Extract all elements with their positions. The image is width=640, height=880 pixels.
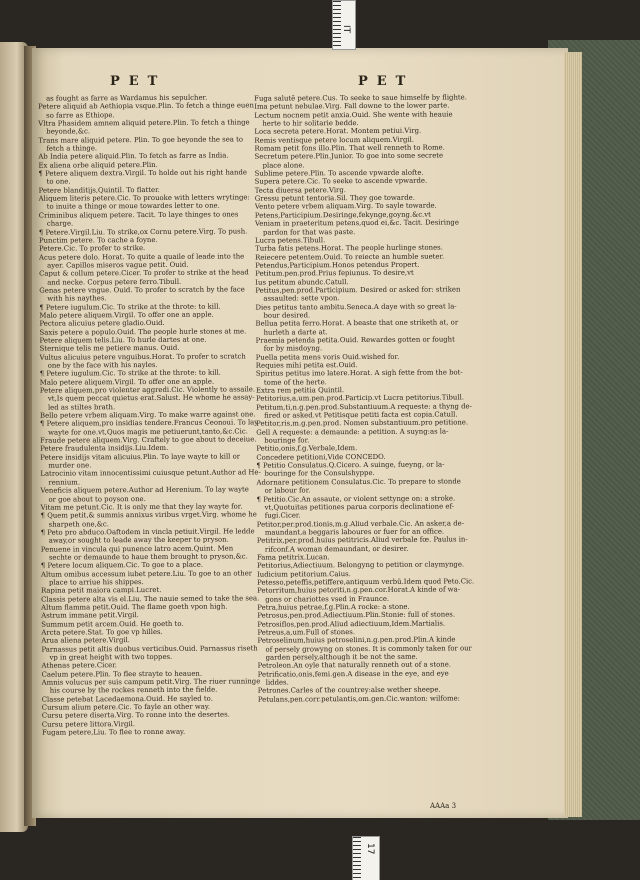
entry-line: Astrum immane petit.Virgil. — [41, 611, 139, 620]
entry-line: maundant,a beggaris laboures or fuer for an office. — [264, 527, 445, 537]
entry-line: or labour for. — [264, 486, 311, 495]
entry-line: Altum flamma petit.Ouid. The flame goeth vpon high. — [41, 602, 228, 612]
entry-line: ayer. Capillos miseros vague petit. Ouid. — [47, 260, 189, 270]
entry-line: pardon for that was paste. — [262, 227, 356, 237]
entry-line: Petitum.pen.prod.Prius fepiunus. To desire,vt — [255, 268, 414, 278]
entry-line: Amnis volucus per suis campum petit.Virg. The riuer runninge — [41, 677, 261, 687]
entry-line: Aliquem literis petere.Cic. To prouoke with letters wrytinge: — [38, 193, 250, 203]
entry-line: ¶ Petere aliquem dextra.Virgil. To holde out his right hande — [38, 168, 247, 178]
entry-line: hurleth a darte at. — [263, 327, 328, 337]
entry-line: Petere aliquid ab Aethiopia vsque.Plin. To fetch a thinge euen — [38, 101, 254, 112]
entry-line: Gressu petunt tentoria.Sil. They goe towarde. — [254, 193, 415, 203]
entry-line: Sternique telis me petiere manus. Ouid. — [39, 344, 180, 353]
entry-line: his course by the rockes renneth into the fielde. — [49, 686, 218, 696]
entry-line: Remis ventisque petere locum aliquem.Virgil. — [254, 135, 415, 145]
entry-line: fugi.Cicer. — [264, 511, 301, 520]
entry-line: Lucra petens.Tibull. — [255, 236, 326, 245]
entry-line: Petitus,pen.prod.Participium. Desired or asked for: striken — [255, 285, 461, 295]
entry-line: of persely growyng on stones. It is commonly taken for our — [265, 644, 472, 654]
entry-line: Petroselinum,huius petroselini,n.g.pen.prod.Plin.A kinde — [257, 635, 456, 646]
ruler-ticks — [333, 1, 341, 49]
entry-line: Petitorius,Adiectiuum. Belongyng to petition or claymynge. — [256, 560, 465, 570]
entry-line: Petrosiflos,pen.prod.Aliud adiectiuum,Idem.Martialis. — [257, 619, 446, 629]
entry-line: as fought as farre as Wardamus his sepulcher. — [46, 93, 208, 103]
entry-line: Athenas petere.Cicer. — [41, 661, 118, 671]
entry-line: Extra rem petitia Quintil. — [255, 386, 345, 395]
entry-line: Petroleon.An oyle that naturally renneth out of a stone. — [257, 660, 451, 671]
ruler-bottom-label: 17 — [365, 843, 375, 855]
entry-line: Turba fatis petens.Horat. The people hurlinge stones. — [255, 243, 443, 253]
entry-line: Rapina petit maiora campi.Lucret. — [41, 586, 162, 595]
entry-line: Spiritus petitus imo latere.Horat. A sigh fette from the bot- — [255, 368, 463, 379]
entry-line: murder one. — [48, 461, 92, 470]
entry-line: led as stiltes brath. — [47, 402, 116, 412]
entry-line: assaulted: sette vpon. — [263, 294, 340, 303]
entry-line: fired or asked.vt Petitisque petiti facta est copia.Catull. — [264, 410, 458, 420]
entry-line: Petorritum,huius petoriti,n.g.pen.cor.Horat.A kinde of wa- — [257, 585, 461, 595]
entry-line: fetch a thinge. — [46, 144, 98, 153]
entry-line: vp in great height with two toppes. — [49, 652, 173, 662]
entry-line: ¶ Peto pro abduco.Oaftodem in vincla petiuit.Virgil. He ledde — [40, 527, 255, 537]
entry-line: ¶ Petere.Virgil.Liu. To strike,ox Cornu petere.Virg. To push. — [38, 226, 248, 237]
entry-line: one by the face with his nayles. — [47, 360, 158, 370]
entry-line: Secretum petere.Plin.Junior. To goe into some secrete — [254, 151, 444, 162]
entry-line: Reiecere petentem.Ouid. To reiecte an humble sueter. — [255, 252, 445, 262]
entry-line: Arua aliena petere.Virgil. — [41, 636, 131, 646]
entry-line: Petitrix,per.prod.huius petitricis.Aliud verbale fœ. Paulus in- — [256, 535, 468, 545]
entry-line: Praemia petenda petita.Ouid. Rewardes gotten or fought — [255, 335, 455, 345]
entry-line: Dies petitus tanto ambitu.Seneca.A daye with so great la- — [255, 302, 457, 312]
entry-line: Vitam me petunt.Cic. It is only me that they lay wayte for. — [40, 502, 243, 512]
entry-line: Concedere petitioni,Vide CONCEDO. — [256, 452, 386, 462]
entry-line: Sublime petere.Plin. To ascende vpwarde alofte. — [254, 168, 424, 178]
entry-line: so farre as Ethiope. — [46, 110, 115, 120]
entry-line: Petulans,pen.corr.petulantis,om.gen.Cic.wanton: wilfome: — [257, 694, 461, 704]
signature-mark: AAAa 3 — [430, 802, 457, 810]
entry-line: Ius petitum abundc.Catull. — [255, 277, 349, 287]
entry-line: Malo petere aliquem.Virgil. To offer one an apple. — [39, 310, 214, 320]
entry-line: and necke. Corpus petere ferro.Tibull. — [47, 277, 182, 287]
entry-line: Gell A requeste: a demaunde: a petition. A suyng:as la- — [256, 427, 449, 437]
entry-line: place to arriue his shippes. — [48, 577, 144, 587]
entry-line: Requies mihi petita est.Ouid. — [255, 361, 358, 370]
entry-line: Petitor,per.prod.tionis,m.g.Aliud verbale.Cic. An asker,a de- — [256, 518, 465, 529]
entry-line: Petrones.Carles of the countrey:alse wether sheepe. — [257, 685, 441, 696]
entry-line: Fraude petere aliquem.Virg. Craftely to goe about to deceiue. — [40, 435, 257, 445]
entry-line: Arcta petere.Stat. To goe vp hilles. — [41, 627, 163, 637]
ruler-top-label: IT — [341, 25, 351, 34]
entry-line: Tecta diuersa petere.Virg. — [254, 185, 346, 195]
entry-line: Petitor,ris,m.g.pen.prod. Nomen substantiuum.pro petitione. — [256, 418, 469, 429]
entry-line: Vento petere vrbem aliquam.Virg. To sayle towarde. — [254, 202, 437, 212]
entry-line: Petitio,onis,f.g.Verbale,Idem. — [256, 444, 358, 454]
right-column — [254, 93, 480, 703]
entry-line: Petere fraudulenta insidijs.Liu.Idem. — [40, 444, 169, 454]
entry-line: with his naythes. — [47, 294, 107, 303]
entry-line: Petrosus,pen.prod.Adiectiuum.Plin.Stonie: full of stones. — [257, 610, 456, 620]
entry-line: Petere aliquem telis.Liu. To hurle dartes at one. — [39, 335, 207, 345]
entry-line: Cursum alium petere.Cic. To fayle an other way. — [41, 702, 211, 712]
entry-line: ¶ Petere locum aliquem.Cic. To goe to a place. — [40, 560, 204, 570]
entry-line: Supera petere.Cic. To seeke to ascende vpwarde. — [254, 177, 428, 187]
entry-line: Petere blanditijs,Quintil. To flatter. — [38, 185, 160, 195]
entry-line: Vultus alicuius petere vnguibus.Horat. To profer to scratch — [39, 352, 246, 362]
entry-line: Cursu petere diserta.Virg. To ronne into the desertes. — [41, 710, 230, 721]
entry-line: bouringe for the Consulshyppe. — [264, 469, 375, 479]
entry-line: Classe petebat Lacedaemona.Ouid. He sayled to. — [41, 694, 213, 704]
entry-line: sechte or demaunde to haue them brought to pryson,&c. — [48, 552, 248, 562]
entry-line: garden persely,although it be not the same. — [265, 652, 418, 662]
entry-line: Fama petitrix.Lucan. — [256, 553, 330, 562]
entry-line: Romam petit fons illo.Plin. That well renneth to Rome. — [254, 143, 445, 153]
entry-line: Genas petere vngue. Ouid. To profer to scratch by the face — [39, 285, 245, 295]
entry-line: ¶ Petitio.Cic.An assaute, or violent settynge on: a stroke. — [256, 493, 456, 504]
entry-line: Vltra Phasidem amnem aliquid petere.Plin. To fetch a thinge — [38, 118, 250, 128]
entry-line: wayte for one.vt,Quos magis me petiuerunt,tanto,&c.Cic. — [48, 427, 248, 437]
entry-line: Ab India petere aliquid.Plin. To fetch as farre as India. — [38, 151, 229, 162]
entry-line: ¶ Petere iugulum.Cic. To strike at the throte: to kill. — [39, 368, 222, 379]
entry-line: ¶ Petere iugulum.Cic. To strike at the throte: to kill. — [39, 302, 221, 312]
entry-line: rifconf.A woman demaundant, or desirer. — [264, 544, 409, 554]
entry-line: or goe about to poyson one. — [48, 494, 146, 504]
entry-line: Petere.Cic. To profer to strike. — [38, 244, 146, 253]
entry-line: Iudicium petitorium.Caius. — [257, 569, 351, 579]
entry-line: Petesso,peteffis,petiffere,antiquum verbū.Idem quod Peto.Cic. — [257, 577, 475, 587]
entry-line: sharpeth one,&c. — [48, 519, 109, 529]
entry-line: Petitorius,a,um.pen.prod.Particip.vt Lucra petitorius.Tibull. — [255, 393, 464, 404]
scale-ruler-bottom — [352, 836, 380, 880]
entry-line: Fuga salutē petere.Cus. To seeke to saue himselfe by flighte. — [254, 93, 467, 103]
entry-line: Caput & collum petere.Cicer. To profer to strike at the head — [39, 268, 249, 278]
entry-line: Ex aliena orbe aliquid petere.Plin. — [38, 160, 158, 170]
entry-line: Petens,Participium.Desiringe,fekynge,goyng.&c.vt — [254, 210, 431, 220]
entry-line: tome of the herte. — [263, 377, 327, 387]
entry-line: Trans mare aliquid petere. Plin. To goe beyonde the sea to — [38, 135, 244, 145]
scale-ruler-top — [332, 0, 356, 50]
entry-line: bour desired. — [263, 311, 311, 320]
entry-line: Criminibus aliquem petere. Tacit. To laye thinges to ones — [38, 210, 239, 220]
entry-line: vt,Quotuitas petitiones parua corporis declinatione ef- — [264, 502, 455, 512]
entry-line: Classis petere alta vis el.Liu. The nauie semed to take the sea. — [41, 593, 260, 604]
entry-line: Ima petunt nebulae.Virg. Fall downe to the lower parte. — [254, 101, 450, 112]
entry-line: to one. — [46, 177, 71, 187]
page-stack-edge — [564, 52, 582, 817]
entry-line: ¶ Quem petit,& summis annixus viribus vrget.Virg. whome he — [40, 510, 257, 520]
entry-line: Petere aliquem,pro violenter aggredi.Cic. Violently to assaile. — [39, 385, 256, 395]
ruler-ticks — [353, 837, 361, 880]
entry-line: Petra,huius petrae,f.g.Plin.A rocke: a stone. — [257, 602, 410, 612]
entry-line: Pectora alicuius petere gladio.Ouid. — [39, 319, 165, 328]
entry-line: gons or chariottes vsed in Fraunce. — [265, 594, 390, 604]
entry-line: Bellua petita ferro.Horat. A beaste that one striketh at, or — [255, 318, 459, 328]
entry-line: Latrocinio vitam innocentissimi cuiusque petunt.Author ad He- — [40, 468, 261, 479]
entry-line: Malo petere aliquem.Virgil. To offer one an apple. — [39, 377, 215, 387]
entry-line: Bello petere vrbem aliquam.Virg. To make warre against one. — [39, 410, 256, 420]
entry-line: Veniam in praeteritum petens,quod ei,&c. Tacit. Desiringe — [254, 218, 459, 228]
entry-line: Petrificatio,onis,femi.gen.A disease in the eye, and eye — [257, 669, 449, 679]
entry-line: vt,Is quem peccat quietus erat.Salust. He whome he assay- — [47, 393, 255, 404]
entry-line: Saxis petere a populo.Ouid. The people hurle stones at me. — [39, 327, 247, 337]
entry-line: rennium. — [48, 478, 81, 487]
entry-line: Cursu petere littora.Virgil. — [41, 719, 136, 729]
entry-line: Petitum,ti,n.g.pen.prod.Substantiuum.A requeste: a thyng de- — [256, 402, 472, 412]
entry-line: bouringe for. — [264, 436, 310, 445]
entry-line: Fugam petere,Liu. To flee to ronne away. — [41, 727, 186, 737]
entry-line: herte to hir solitarie bedde. — [262, 119, 359, 128]
entry-line: Loca secreta petere.Horat. Montem petiui.Virg. — [254, 127, 422, 137]
entry-line: for by misdoyng. — [263, 344, 323, 353]
entry-line: Puella petita mens voris Ouid.wished for. — [255, 352, 400, 362]
entry-line: Petreus,a,um.Full of stones. — [257, 628, 356, 637]
entry-line: Altum omibus accessum iubet petere.Liu. To goe to an other — [40, 568, 253, 579]
running-head-right: PET — [358, 74, 415, 89]
entry-line: Acus petere dolo. Horat. To quite a quaile of leade into the — [39, 251, 245, 262]
entry-line: Petendus,Participium.Honos petendus Propert. — [255, 260, 420, 270]
entry-line: beyonde,&c. — [46, 127, 91, 137]
entry-line: Petere insidijs vitam alicuius.Plin. To laye wayte to kill or — [40, 452, 241, 462]
left-column — [38, 93, 264, 737]
running-head-left: PET — [110, 74, 167, 89]
entry-line: Penuene in vincula qui punence latro acem.Quint. Men — [40, 544, 234, 554]
entry-line: ¶ Petitio Consulatus.Q.Cicero. A suinge, fueyng, or la- — [256, 460, 445, 470]
entry-line: liddes. — [265, 678, 289, 687]
entry-line: Summum petit arcem.Ouid. He goeth to. — [41, 619, 184, 629]
entry-line: ¶ Petere aliquem,pro insidias tendere.Francus Ceonoui. To lay — [40, 418, 259, 429]
entry-line: Lectum nocnem petit anxia.Ouid. She wente with heauie — [254, 110, 453, 120]
entry-line: to inuite a thinge or moue towardes letter to one. — [46, 202, 220, 212]
entry-line: Punctim petere. To cache a foyne. — [38, 235, 158, 245]
entry-line: Veneficis aliquem petere.Author ad Herenium. To lay wayte — [40, 485, 249, 495]
entry-line: Caelum petere.Plin. To flee strayte to heauen. — [41, 669, 203, 679]
entry-line: Adornare petitionem Consulatus.Cic. To prepare to stonde — [256, 477, 461, 487]
entry-line: charge. — [46, 219, 74, 228]
entry-line: away,or sought to leade away the keeper to pryson. — [48, 535, 229, 545]
entry-line: place alone. — [262, 161, 305, 170]
entry-line: Parnassus petit altis duobus verticibus.Ouid. Parnassus riseth — [41, 644, 258, 654]
